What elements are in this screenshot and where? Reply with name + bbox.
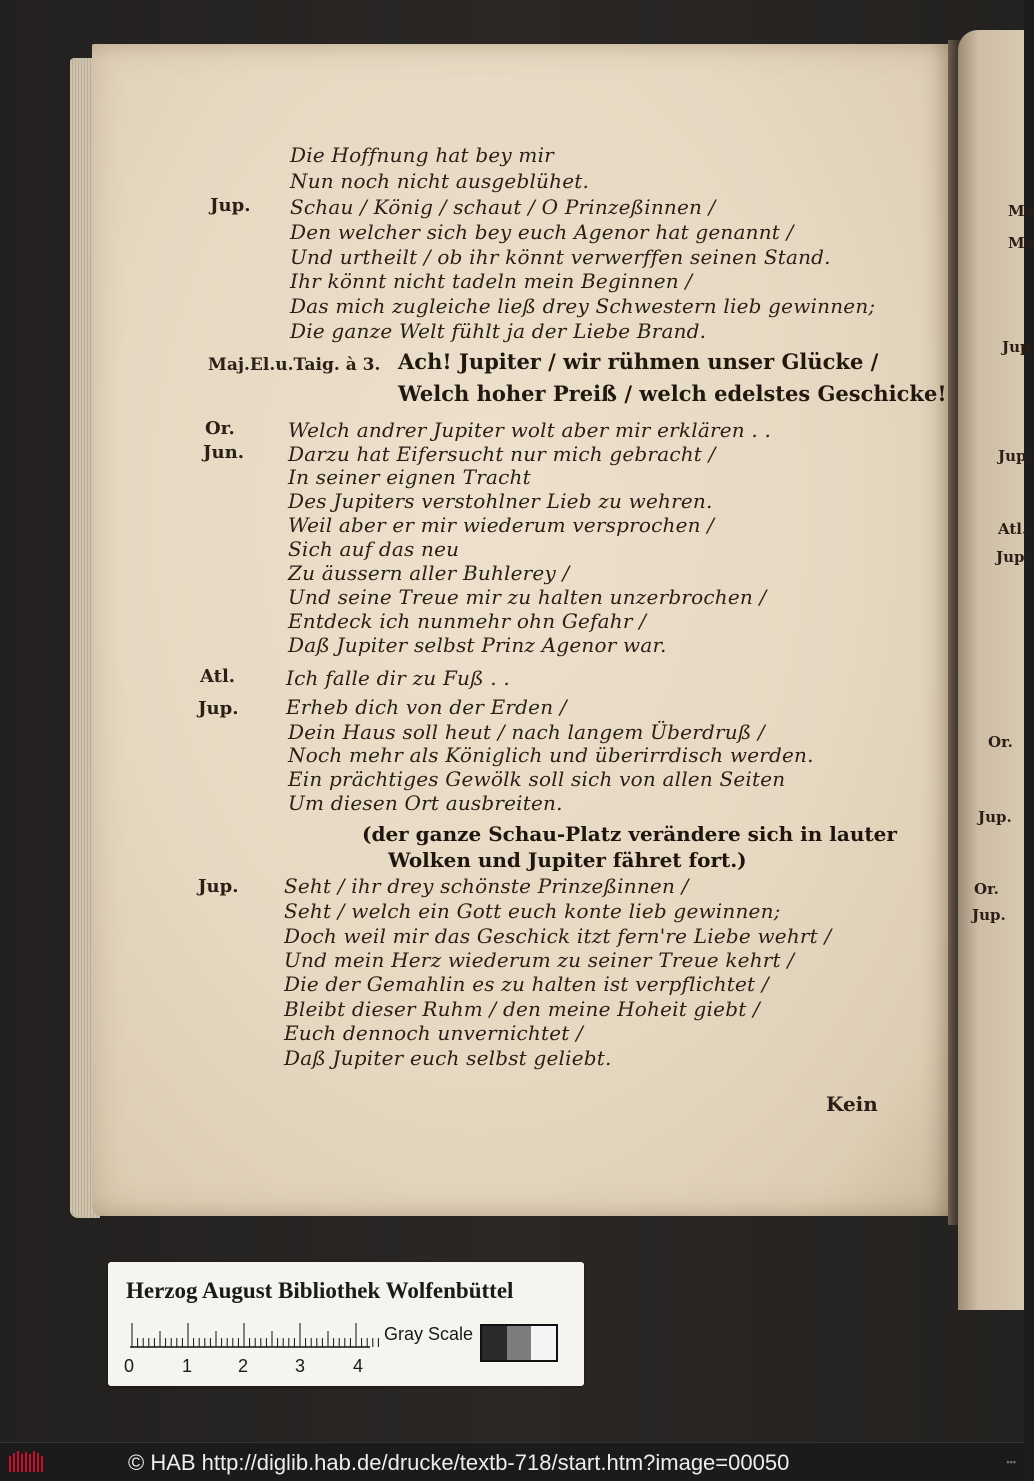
text-line: Ihr könnt nicht tadeln mein Beginnen / — [290, 269, 693, 293]
right-margin-label: Jup. — [972, 906, 1006, 924]
text-line: Doch weil mir das Geschick itzt fern're Liebe wehrt / — [284, 924, 832, 948]
text-line: Die ganze Welt fühlt ja der Liebe Brand. — [290, 319, 707, 343]
text-line: Und seine Treue mir zu halten unzerbrochen / — [288, 585, 767, 609]
ruler-number: 2 — [238, 1356, 249, 1376]
text-line: Dein Haus soll heut / nach langem Überdruß / — [288, 720, 765, 744]
right-margin-label: Atl. — [998, 520, 1028, 538]
copyright-url: © HAB http://diglib.hab.de/drucke/textb-718/start.htm?image=00050 — [128, 1450, 790, 1475]
text-line: Den welcher sich bey euch Agenor hat genannt / — [290, 220, 794, 244]
speaker-label: Jup. — [210, 195, 251, 216]
library-title: Herzog August Bibliothek Wolfenbüttel — [126, 1278, 514, 1303]
gray-scale-swatches — [480, 1324, 558, 1362]
color-scale-card — [108, 1262, 584, 1386]
text-line: Und mein Herz wiederum zu seiner Treue kehrt / — [284, 948, 795, 972]
text-line: Das mich zugleiche ließ drey Schwestern lieb gewinnen; — [290, 294, 876, 318]
centimeter-ruler — [130, 1322, 380, 1346]
speaker-label: Jup. — [198, 876, 239, 897]
text-line: Noch mehr als Königlich und überirrdisch werden. — [288, 743, 814, 767]
right-margin-label: Or. — [974, 880, 999, 898]
ruler-number: 4 — [353, 1356, 364, 1376]
stage-direction: Wolken und Jupiter fähret fort.) — [388, 848, 747, 872]
text-line: In seiner eignen Tracht — [288, 465, 531, 489]
right-margin-label: Jup — [1002, 338, 1031, 356]
ruler-number: 1 — [182, 1356, 193, 1376]
gray-swatch-light — [531, 1326, 556, 1360]
stage-direction: (der ganze Schau-Platz verändere sich in lauter — [362, 822, 897, 846]
right-margin-label: Or. — [988, 733, 1013, 751]
hab-logo-icon — [8, 1450, 46, 1474]
text-line: Zu äussern aller Buhlerey / — [288, 561, 570, 585]
text-line: Erheb dich von der Erden / — [286, 695, 567, 719]
right-margin-label: Jup. — [998, 447, 1032, 465]
text-line: Ich falle dir zu Fuß . . — [286, 666, 510, 690]
text-line: Sich auf das neu — [288, 537, 460, 561]
text-line: Um diesen Ort ausbreiten. — [288, 791, 563, 815]
text-line: Welch hoher Preiß / welch edelstes Geschicke! — [398, 381, 947, 406]
text-line: Des Jupiters verstohlner Lieb zu wehren. — [288, 489, 713, 513]
speaker-label: Jun. — [203, 442, 244, 463]
speaker-label: Maj.El.u.Taig. à 3. — [208, 355, 381, 375]
text-line: Daß Jupiter euch selbst geliebt. — [284, 1046, 612, 1070]
text-line: Seht / welch ein Gott euch konte lieb gewinnen; — [284, 899, 781, 923]
gray-swatch-dark — [482, 1326, 507, 1360]
text-line: Schau / König / schaut / O Prinzeßinnen / — [290, 195, 716, 219]
text-line: Euch dennoch unvernichtet / — [284, 1021, 584, 1045]
text-line: Bleibt dieser Ruhm / den meine Hoheit giebt / — [284, 997, 760, 1021]
speaker-label: Jup. — [198, 698, 239, 719]
ruler-number: 0 — [124, 1356, 135, 1376]
right-margin-label: Jup. — [996, 548, 1030, 566]
ruler-number: 3 — [295, 1356, 306, 1376]
book-page-right — [958, 30, 1024, 1310]
text-line: Ach! Jupiter / wir rühmen unser Glücke / — [398, 349, 879, 374]
footer-mark: ▪▪▪ — [1006, 1457, 1016, 1467]
speaker-label: Or. — [205, 418, 235, 439]
speaker-label: Atl. — [200, 666, 236, 687]
text-line: Die Hoffnung hat bey mir — [290, 143, 554, 167]
text-line: Ein prächtiges Gewölk soll sich von allen Seiten — [288, 767, 786, 791]
text-line: Daß Jupiter selbst Prinz Agenor war. — [288, 633, 667, 657]
text-line: Darzu hat Eifersucht nur mich gebracht / — [288, 442, 716, 466]
right-margin-label: Ma — [1008, 234, 1034, 252]
right-margin-label: Jup. — [978, 808, 1012, 826]
text-line: Seht / ihr drey schönste Prinzeßinnen / — [284, 874, 689, 898]
gray-scale-label: Gray Scale — [384, 1324, 474, 1344]
text-line: Die der Gemahlin es zu halten ist verpflichtet / — [284, 972, 769, 996]
text-line: Weil aber er mir wiederum versprochen / — [288, 513, 715, 537]
text-line: Entdeck ich nunmehr ohn Gefahr / — [288, 609, 647, 633]
catchword: Kein — [826, 1092, 878, 1116]
footer-bar — [0, 1442, 1024, 1481]
text-line: Und urtheilt / ob ihr könnt verwerffen seinen Stand. — [290, 245, 831, 269]
right-margin-label: Ma — [1008, 202, 1034, 220]
gray-swatch-mid — [507, 1326, 532, 1360]
text-line: Welch andrer Jupiter wolt aber mir erklären . . — [288, 418, 772, 442]
text-line: Nun noch nicht ausgeblühet. — [290, 169, 590, 193]
